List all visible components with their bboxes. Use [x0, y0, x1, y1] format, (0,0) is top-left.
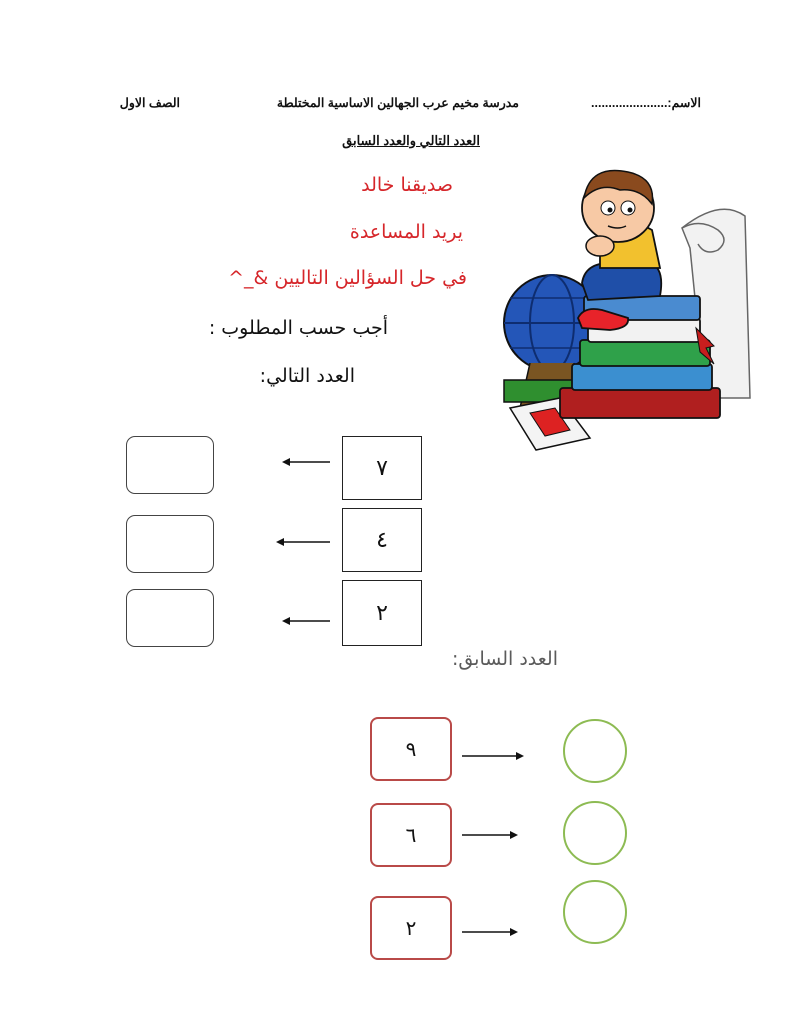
student-name-field: الاسم:...................... — [591, 96, 701, 110]
grade-label: الصف الاول — [119, 96, 180, 110]
prev-given-number-2: ٦ — [370, 803, 452, 867]
next-answer-box-1[interactable] — [126, 436, 214, 494]
instruction: أجب حسب المطلوب : — [208, 317, 388, 339]
next-answer-box-3[interactable] — [126, 589, 214, 647]
prev-given-number-1: ٩ — [370, 717, 452, 781]
intro-line-1: صديقنا خالد — [361, 174, 453, 196]
worksheet-title: العدد التالي والعدد السابق — [342, 133, 480, 148]
next-given-number-3: ٢ — [342, 580, 422, 646]
arrow-right-3 — [462, 925, 520, 939]
next-answer-box-2[interactable] — [126, 515, 214, 573]
arrow-left-1 — [282, 455, 332, 469]
section-next-heading: العدد التالي: — [259, 365, 355, 387]
arrow-right-2 — [462, 828, 520, 842]
school-name: مدرسة مخيم عرب الجهالين الاساسية المختلطة — [276, 96, 519, 110]
intro-line-3: في حل السؤالين التاليين &_^ — [228, 267, 467, 289]
section-prev-heading: العدد السابق: — [451, 648, 558, 670]
next-given-number-1: ٧ — [342, 436, 422, 500]
arrow-left-2 — [276, 535, 332, 549]
prev-answer-circle-3[interactable] — [563, 880, 627, 944]
boy-on-books-illustration — [500, 168, 760, 453]
prev-given-number-3: ٢ — [370, 896, 452, 960]
prev-answer-circle-2[interactable] — [563, 801, 627, 865]
arrow-right-1 — [462, 749, 526, 763]
arrow-left-3 — [282, 614, 332, 628]
next-given-number-2: ٤ — [342, 508, 422, 572]
intro-line-2: يريد المساعدة — [349, 221, 463, 243]
prev-answer-circle-1[interactable] — [563, 719, 627, 783]
